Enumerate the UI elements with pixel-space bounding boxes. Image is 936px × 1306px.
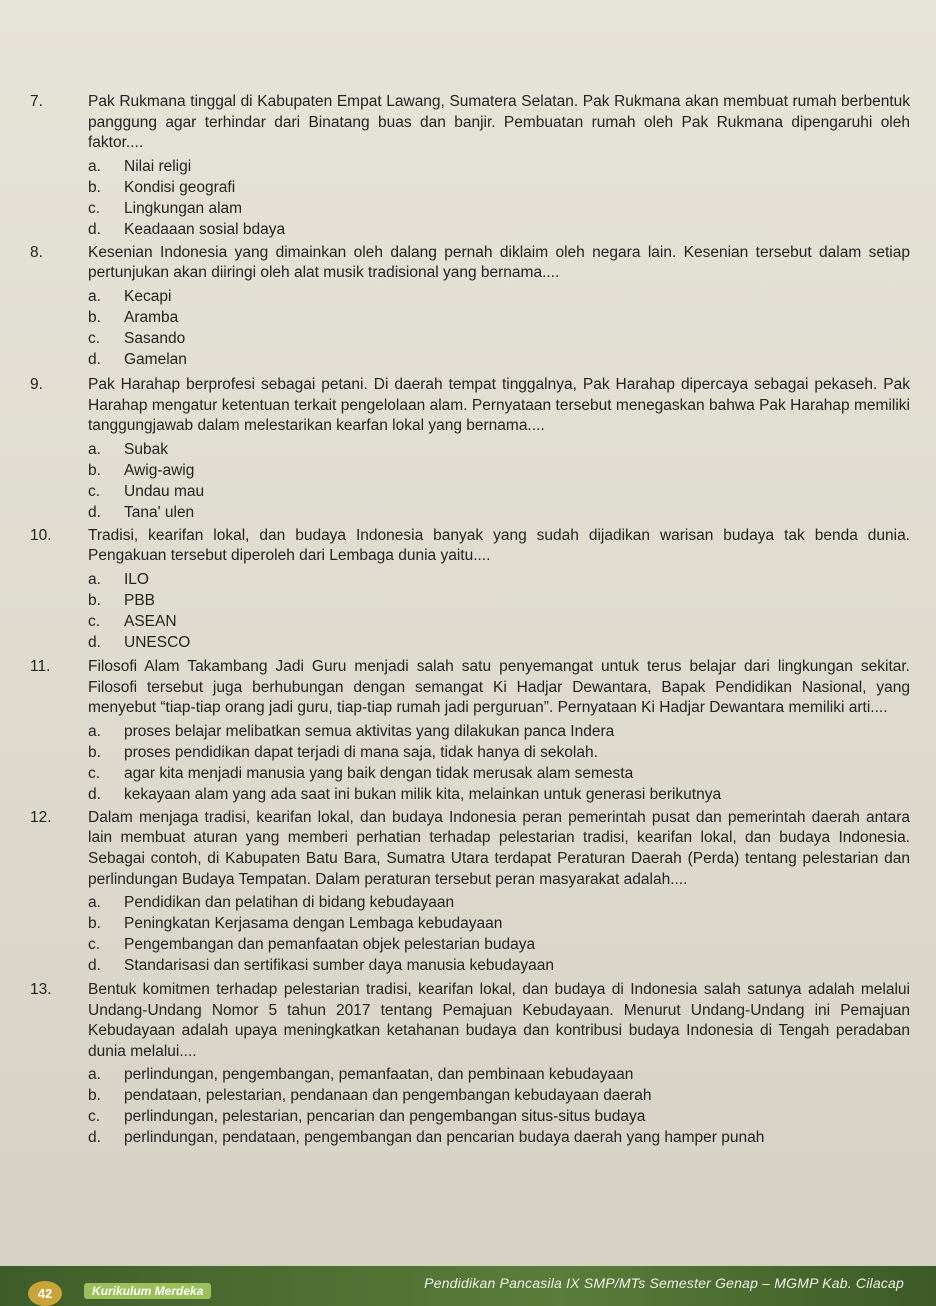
option-list — [88, 156, 910, 240]
option-c — [88, 763, 910, 784]
option-letter: a. — [88, 157, 101, 175]
option-a — [88, 439, 910, 460]
option-list — [88, 1064, 910, 1148]
option-letter: d. — [88, 785, 101, 803]
option-text: Lingkungan alam — [124, 199, 243, 217]
option-text: Sasando — [124, 329, 186, 347]
option-text: Undau mau — [124, 482, 205, 500]
question-8 — [30, 243, 910, 370]
question-12 — [30, 808, 910, 976]
question-number: 13. — [30, 981, 52, 999]
option-letter: b. — [88, 461, 101, 479]
footer-subject-line: Pendidikan Pancasila IX SMP/MTs Semester Genap – MGMP Kab. Cilacap — [424, 1275, 904, 1291]
option-list — [88, 439, 910, 523]
option-a — [88, 156, 910, 177]
option-text: Standarisasi dan sertifikasi sumber daya manusia kebudayaan — [124, 957, 554, 975]
option-letter: c. — [88, 764, 101, 782]
option-text: Aramba — [124, 308, 179, 326]
question-number: 10. — [30, 526, 52, 544]
option-text: Peningkatan Kerjasama dengan Lembaga kebudayaan — [124, 915, 503, 933]
option-text: kekayaan alam yang ada saat ini bukan milik kita, melainkan untuk generasi berikutnya — [124, 785, 722, 803]
option-text: ILO — [124, 570, 149, 588]
option-text: Pendidikan dan pelatihan di bidang kebudayaan — [124, 894, 455, 912]
option-text: Kondisi geografi — [124, 178, 236, 196]
option-d — [88, 219, 910, 240]
option-a — [88, 1064, 910, 1085]
option-text: Gamelan — [124, 350, 187, 368]
option-list — [88, 286, 910, 370]
question-number: 11. — [30, 657, 51, 675]
option-text: Pengembangan dan pemanfaatan objek pelestarian budaya — [124, 936, 536, 954]
option-c — [88, 481, 910, 502]
option-text: proses pendidikan dapat terjadi di mana saja, tidak hanya di sekolah. — [124, 743, 598, 761]
question-text: Dalam menjaga tradisi, kearifan lokal, dan budaya Indonesia peran pemerintah pusat dan pemerintah daerah antara lain membuat aturan yang memberi perhatian terhadap pelestarian tradisi, kearifan lokal, dan budaya Indonesia. Sebagai contoh, di Kabupaten Batu Bara, Sumatra Utara terdapat Peraturan Daerah (Perda) tentang pelestarian dan perlindungan Budaya Tempatan. Dalam peraturan tersebut peran masyarakat adalah.... — [88, 808, 910, 888]
option-letter: b. — [88, 915, 101, 933]
option-c — [88, 934, 910, 955]
question-number: 12. — [30, 808, 52, 826]
option-a — [88, 286, 910, 307]
option-letter: a. — [88, 722, 101, 740]
question-text: Bentuk komitmen terhadap pelestarian tradisi, kearifan lokal, dan budaya di Indonesia salah satunya adalah melalui Undang-Undang Nomor 5 tahun 2017 tentang Pemajuan Kebudayaan. Menurut Undang-Undang ini Pemajuan Kebudayaan adalah upaya meningkatkan ketahanan budaya dan kontribusi budaya Indonesia di Tengah peradaban dunia melalui.... — [88, 981, 910, 1060]
question-text: Pak Harahap berprofesi sebagai petani. Di daerah tempat tinggalnya, Pak Harahap dipercaya sebagai pekaseh. Pak Harahap mengatur ketentuan terkait pengelolaan alam. Pernyataan tersebut menegaskan bahwa Pak Harahap memiliki tanggungjawab dalam melestarikan kearfan lokal yang bernama.... — [88, 375, 910, 435]
page-number-badge: 42 — [28, 1281, 62, 1306]
option-text: Awig-awig — [124, 461, 195, 479]
option-list — [88, 569, 910, 653]
option-d — [88, 632, 910, 653]
question-number: 9. — [30, 375, 43, 393]
option-c — [88, 328, 910, 349]
question-list — [30, 92, 910, 1148]
option-letter: d. — [88, 957, 101, 975]
option-letter: a. — [88, 894, 101, 912]
option-text: perlindungan, pelestarian, pencarian dan pengembangan situs-situs budaya — [124, 1108, 646, 1126]
option-letter: b. — [88, 743, 101, 761]
option-d — [88, 1127, 910, 1148]
question-10 — [30, 526, 910, 653]
option-letter: c. — [88, 612, 101, 630]
option-letter: c. — [88, 936, 101, 954]
option-d — [88, 502, 910, 523]
option-b — [88, 742, 910, 763]
option-letter: a. — [88, 570, 101, 588]
option-text: PBB — [124, 591, 156, 609]
option-b — [88, 177, 910, 198]
option-text: ASEAN — [124, 612, 177, 630]
option-b — [88, 590, 910, 611]
option-b — [88, 913, 910, 934]
option-text: perlindungan, pengembangan, pemanfaatan, dan pembinaan kebudayaan — [124, 1066, 634, 1084]
question-text: Kesenian Indonesia yang dimainkan oleh dalang pernah diklaim oleh negara lain. Kesenian tersebut dalam setiap pertunjukan akan diiringi oleh alat musik tradisional yang bernama.... — [88, 243, 910, 282]
option-letter: a. — [88, 1066, 101, 1084]
option-text: UNESCO — [124, 633, 191, 651]
question-text: Tradisi, kearifan lokal, dan budaya Indonesia banyak yang sudah dijadikan warisan budaya tak benda dunia. Pengakuan tersebut diperoleh dari Lembaga dunia yaitu.... — [88, 526, 910, 565]
option-letter: d. — [88, 633, 101, 651]
option-text: pendataan, pelestarian, pendanaan dan pengembangan kebudayaan daerah — [124, 1087, 652, 1105]
option-text: Nilai religi — [124, 157, 192, 175]
option-letter: c. — [88, 482, 101, 500]
option-text: Kecapi — [124, 287, 172, 305]
option-text: proses belajar melibatkan semua aktivitas yang dilakukan panca Indera — [124, 722, 615, 740]
option-letter: c. — [88, 1108, 101, 1126]
page-footer — [0, 1266, 936, 1306]
question-13 — [30, 980, 910, 1148]
option-letter: d. — [88, 350, 101, 368]
option-letter: b. — [88, 1087, 101, 1105]
question-text: Pak Rukmana tinggal di Kabupaten Empat Lawang, Sumatera Selatan. Pak Rukmana akan membuat rumah berbentuk panggung agar terhindar dari Binatang buas dan banjir. Pembuatan rumah oleh Pak Rukmana dipengaruhi oleh faktor.... — [88, 93, 910, 152]
option-letter: c. — [88, 329, 101, 347]
option-d — [88, 784, 910, 805]
option-d — [88, 349, 910, 370]
option-a — [88, 892, 910, 913]
option-letter: b. — [88, 591, 101, 609]
option-c — [88, 1106, 910, 1127]
option-text: agar kita menjadi manusia yang baik dengan tidak merusak alam semesta — [124, 764, 634, 782]
option-text: Subak — [124, 440, 168, 458]
option-text: Keadaaan sosial bdaya — [124, 220, 286, 238]
option-letter: c. — [88, 199, 101, 217]
option-letter: d. — [88, 503, 101, 521]
option-list — [88, 892, 910, 976]
option-letter: d. — [88, 220, 101, 238]
question-7 — [30, 92, 910, 240]
option-b — [88, 460, 910, 481]
option-letter: a. — [88, 287, 101, 305]
question-11 — [30, 657, 910, 805]
option-letter: b. — [88, 178, 101, 196]
curriculum-label: Kurikulum Merdeka — [84, 1283, 211, 1299]
option-c — [88, 198, 910, 219]
option-letter: b. — [88, 308, 101, 326]
question-9 — [30, 375, 910, 523]
option-a — [88, 721, 910, 742]
question-number: 7. — [30, 93, 43, 110]
option-letter: a. — [88, 440, 101, 458]
option-d — [88, 955, 910, 976]
option-text: perlindungan, pendataan, pengembangan dan pencarian budaya daerah yang hamper punah — [124, 1129, 765, 1147]
option-a — [88, 569, 910, 590]
option-b — [88, 307, 910, 328]
question-number: 8. — [30, 243, 43, 261]
question-text: Filosofi Alam Takambang Jadi Guru menjadi salah satu penyemangat untuk terus belajar dari lingkungan sekitar. Filosofi tersebut juga berhubungan dengan semangat Ki Hadjar Dewantara, Bapak Pendidikan Nasional, yang menyebut “tiap-tiap orang jadi guru, tiap-tiap rumah jadi perguruan”. Pernyataan Ki Hadjar Dewantara memiliki arti.... — [88, 657, 910, 717]
option-b — [88, 1085, 910, 1106]
option-letter: d. — [88, 1129, 101, 1147]
option-c — [88, 611, 910, 632]
option-text: Tana' ulen — [124, 503, 195, 521]
option-list — [88, 721, 910, 805]
